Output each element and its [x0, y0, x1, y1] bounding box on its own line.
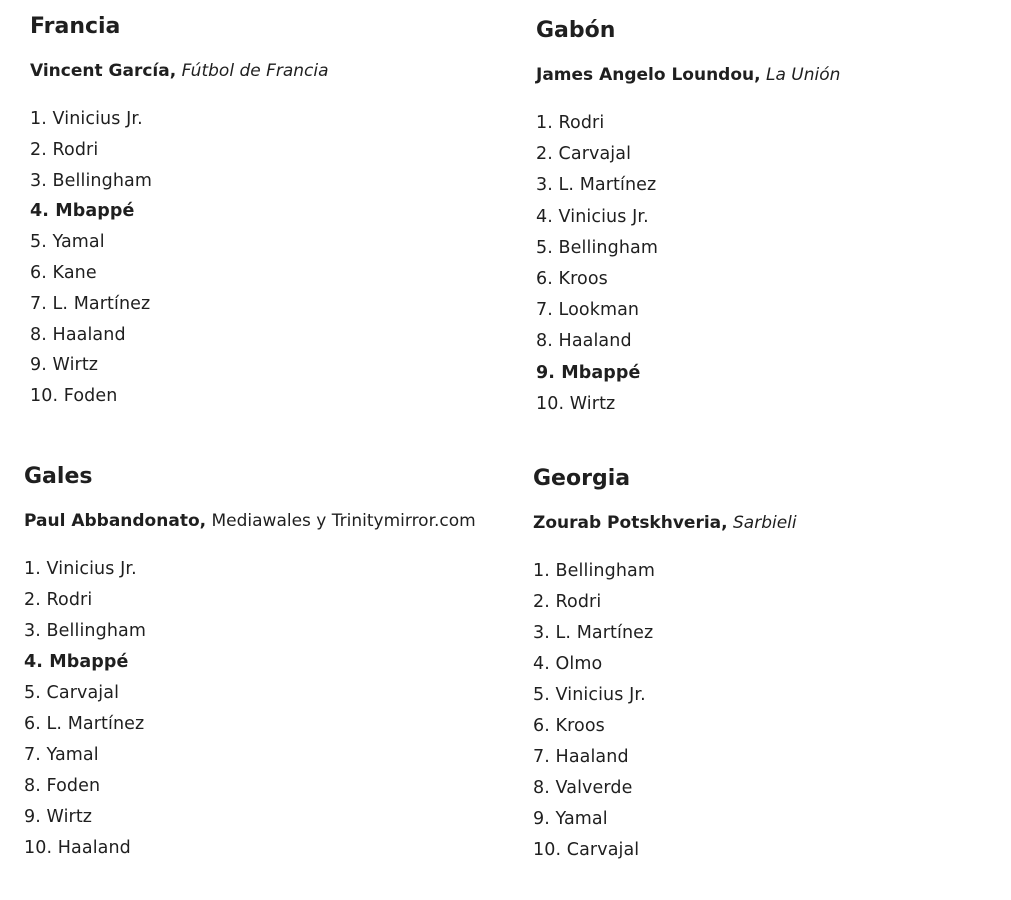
ranking-item: 9. Yamal: [533, 809, 608, 829]
ranking-item: 10. Carvajal: [533, 840, 640, 860]
ranking-item: 8. Valverde: [533, 778, 633, 798]
voter-outlet: La Unión: [766, 65, 841, 85]
ranking-item: 3. L. Martínez: [536, 175, 657, 196]
ranking-item: 6. Kane: [30, 262, 97, 283]
voter-line: [24, 510, 476, 532]
ranking-list: [536, 112, 840, 415]
ranking-list: [533, 560, 797, 861]
voter-line: [533, 512, 797, 534]
ranking-item: 7. Lookman: [536, 300, 640, 321]
voter-name: James Angelo Loundou,: [536, 65, 761, 85]
ranking-item: 2. Rodri: [24, 590, 93, 610]
ranking-item: 6. Kroos: [533, 716, 605, 736]
ranking-item: 5. Vinicius Jr.: [533, 685, 646, 705]
ranking-item: 4. Mbappé: [24, 652, 129, 672]
ranking-item: 9. Mbappé: [536, 362, 641, 383]
voter-outlet: Fútbol de Francia: [181, 61, 329, 81]
voter-name: Zourab Potskhveria,: [533, 513, 728, 533]
ranking-item: 10. Wirtz: [536, 393, 616, 414]
ranking-item: 2. Rodri: [533, 592, 602, 612]
ranking-item: 5. Carvajal: [24, 683, 120, 703]
country-title: Gabón: [536, 18, 616, 43]
country-title: Gales: [24, 464, 93, 489]
ranking-list: [24, 558, 476, 859]
country-section-georgia: [533, 466, 797, 870]
country-title: Francia: [30, 14, 121, 39]
ranking-item: 4. Olmo: [533, 654, 603, 674]
voter-name: Paul Abbandonato,: [24, 511, 207, 531]
ranking-item: 9. Wirtz: [24, 807, 93, 827]
ranking-item: 3. Bellingham: [24, 621, 146, 641]
ranking-item: 4. Mbappé: [30, 201, 135, 222]
ranking-item: 7. Haaland: [533, 747, 629, 767]
ranking-item: 2. Carvajal: [536, 144, 632, 165]
voter-outlet: Sarbieli: [733, 513, 797, 533]
ranking-item: 1. Vinicius Jr.: [30, 109, 143, 129]
ranking-item: 1. Rodri: [536, 113, 605, 133]
voter-line: [536, 64, 840, 86]
voter-name: Vincent García,: [30, 61, 177, 81]
ranking-item: 8. Haaland: [30, 324, 126, 345]
ranking-item: 6. L. Martínez: [24, 714, 145, 734]
ranking-item: 6. Kroos: [536, 268, 608, 289]
ranking-item: 5. Bellingham: [536, 237, 658, 258]
voter-outlet: Mediawales y Trinitymirror.com: [211, 511, 476, 531]
ranking-item: 1. Vinicius Jr.: [24, 559, 137, 579]
country-section-gales: [24, 464, 476, 868]
ranking-item: 1. Bellingham: [533, 561, 655, 581]
ranking-item: 5. Yamal: [30, 232, 105, 253]
country-section-gabon: [536, 18, 840, 424]
ranking-item: 8. Haaland: [536, 331, 632, 352]
country-section-francia: [30, 14, 329, 416]
ranking-item: 3. L. Martínez: [533, 623, 654, 643]
ranking-item: 8. Foden: [24, 776, 101, 796]
ranking-item: 4. Vinicius Jr.: [536, 206, 649, 227]
ranking-item: 9. Wirtz: [30, 355, 99, 376]
ranking-item: 2. Rodri: [30, 139, 99, 160]
ranking-list: [30, 108, 329, 407]
ranking-item: 10. Foden: [30, 386, 118, 407]
ranking-item: 3. Bellingham: [30, 170, 152, 191]
ranking-item: 7. Yamal: [24, 745, 99, 765]
ranking-item: 7. L. Martínez: [30, 293, 151, 314]
ranking-item: 10. Haaland: [24, 838, 131, 858]
country-title: Georgia: [533, 466, 631, 491]
voter-line: [30, 60, 329, 82]
